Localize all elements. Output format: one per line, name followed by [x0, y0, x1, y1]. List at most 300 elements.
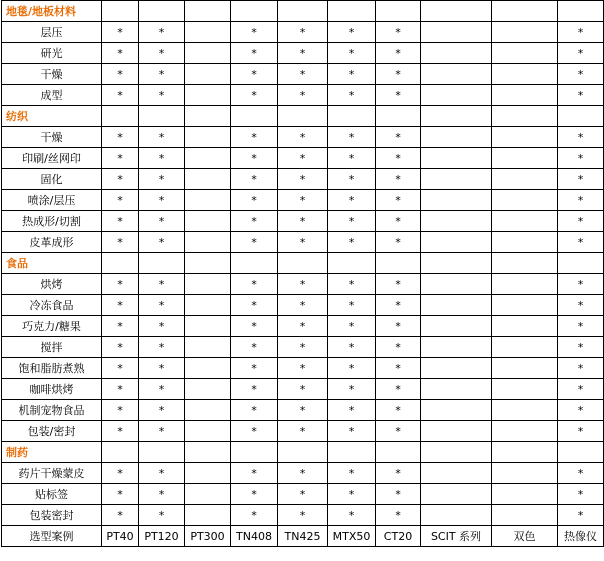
empty-cell — [185, 190, 231, 211]
mark-cell: * — [558, 22, 604, 43]
mark-cell: * — [139, 211, 185, 232]
mark-cell: * — [102, 484, 139, 505]
empty-cell — [231, 253, 278, 274]
empty-cell — [185, 169, 231, 190]
mark-cell: * — [102, 400, 139, 421]
mark-cell: * — [139, 379, 185, 400]
empty-cell — [185, 1, 231, 22]
row-label: 层压 — [2, 22, 102, 43]
mark-cell: * — [139, 127, 185, 148]
mark-cell: * — [328, 190, 376, 211]
empty-cell — [139, 442, 185, 463]
mark-cell: * — [278, 463, 328, 484]
empty-cell — [558, 253, 604, 274]
column-header: PT300 — [185, 526, 231, 547]
mark-cell: * — [278, 274, 328, 295]
table-row — [2, 379, 604, 400]
mark-cell: * — [139, 463, 185, 484]
mark-cell: * — [558, 463, 604, 484]
mark-cell: * — [376, 64, 421, 85]
column-header: PT120 — [139, 526, 185, 547]
empty-cell — [102, 1, 139, 22]
mark-cell: * — [102, 505, 139, 526]
mark-cell: * — [102, 421, 139, 442]
empty-cell — [492, 190, 558, 211]
empty-cell — [376, 106, 421, 127]
mark-cell: * — [558, 400, 604, 421]
mark-cell: * — [558, 505, 604, 526]
mark-cell: * — [139, 295, 185, 316]
mark-cell: * — [139, 421, 185, 442]
empty-cell — [185, 274, 231, 295]
empty-cell — [421, 505, 492, 526]
mark-cell: * — [102, 43, 139, 64]
empty-cell — [558, 442, 604, 463]
mark-cell: * — [558, 274, 604, 295]
mark-cell: * — [558, 43, 604, 64]
mark-cell: * — [102, 190, 139, 211]
empty-cell — [492, 358, 558, 379]
mark-cell: * — [558, 295, 604, 316]
mark-cell: * — [328, 274, 376, 295]
mark-cell: * — [328, 337, 376, 358]
mark-cell: * — [376, 358, 421, 379]
mark-cell: * — [231, 22, 278, 43]
mark-cell: * — [139, 169, 185, 190]
row-label: 干燥 — [2, 127, 102, 148]
empty-cell — [492, 232, 558, 253]
mark-cell: * — [139, 505, 185, 526]
empty-cell — [185, 127, 231, 148]
mark-cell: * — [278, 64, 328, 85]
table-row — [2, 232, 604, 253]
empty-cell — [421, 232, 492, 253]
table-row — [2, 400, 604, 421]
mark-cell: * — [328, 64, 376, 85]
mark-cell: * — [376, 148, 421, 169]
mark-cell: * — [231, 316, 278, 337]
row-label: 冷冻食品 — [2, 295, 102, 316]
empty-cell — [421, 22, 492, 43]
empty-cell — [185, 505, 231, 526]
mark-cell: * — [139, 148, 185, 169]
mark-cell: * — [102, 316, 139, 337]
mark-cell: * — [231, 169, 278, 190]
empty-cell — [492, 442, 558, 463]
mark-cell: * — [328, 295, 376, 316]
row-label: 皮革成形 — [2, 232, 102, 253]
mark-cell: * — [278, 148, 328, 169]
mark-cell: * — [102, 64, 139, 85]
column-header: TN408 — [231, 526, 278, 547]
mark-cell: * — [231, 127, 278, 148]
mark-cell: * — [102, 274, 139, 295]
empty-cell — [185, 358, 231, 379]
empty-cell — [492, 85, 558, 106]
mark-cell: * — [328, 43, 376, 64]
empty-cell — [421, 253, 492, 274]
empty-cell — [492, 274, 558, 295]
mark-cell: * — [376, 295, 421, 316]
empty-cell — [492, 421, 558, 442]
mark-cell: * — [102, 22, 139, 43]
mark-cell: * — [231, 337, 278, 358]
row-label: 研光 — [2, 43, 102, 64]
mark-cell: * — [328, 232, 376, 253]
mark-cell: * — [328, 421, 376, 442]
mark-cell: * — [376, 232, 421, 253]
mark-cell: * — [278, 421, 328, 442]
section-title: 食品 — [2, 253, 102, 274]
row-label: 喷涂/层压 — [2, 190, 102, 211]
empty-cell — [421, 358, 492, 379]
empty-cell — [185, 316, 231, 337]
mark-cell: * — [278, 169, 328, 190]
empty-cell — [139, 106, 185, 127]
row-label: 成型 — [2, 85, 102, 106]
mark-cell: * — [139, 400, 185, 421]
row-label: 咖啡烘烤 — [2, 379, 102, 400]
mark-cell: * — [328, 400, 376, 421]
empty-cell — [328, 1, 376, 22]
empty-cell — [492, 1, 558, 22]
mark-cell: * — [328, 148, 376, 169]
mark-cell: * — [102, 232, 139, 253]
empty-cell — [328, 253, 376, 274]
table-row — [2, 463, 604, 484]
table-row — [2, 316, 604, 337]
empty-cell — [376, 442, 421, 463]
mark-cell: * — [328, 211, 376, 232]
table-row — [2, 274, 604, 295]
mark-cell: * — [376, 421, 421, 442]
mark-cell: * — [558, 316, 604, 337]
mark-cell: * — [231, 274, 278, 295]
mark-cell: * — [558, 337, 604, 358]
table-row — [2, 295, 604, 316]
mark-cell: * — [558, 421, 604, 442]
mark-cell: * — [376, 43, 421, 64]
empty-cell — [278, 253, 328, 274]
empty-cell — [492, 64, 558, 85]
empty-cell — [185, 463, 231, 484]
mark-cell: * — [328, 22, 376, 43]
mark-cell: * — [278, 295, 328, 316]
mark-cell: * — [558, 211, 604, 232]
empty-cell — [421, 400, 492, 421]
empty-cell — [492, 43, 558, 64]
mark-cell: * — [558, 85, 604, 106]
mark-cell: * — [376, 127, 421, 148]
mark-cell: * — [558, 484, 604, 505]
mark-cell: * — [376, 190, 421, 211]
table-row — [2, 22, 604, 43]
mark-cell: * — [231, 148, 278, 169]
empty-cell — [328, 442, 376, 463]
mark-cell: * — [231, 85, 278, 106]
empty-cell — [231, 106, 278, 127]
table-row — [2, 148, 604, 169]
section-header-row — [2, 253, 604, 274]
mark-cell: * — [139, 43, 185, 64]
table-row — [2, 64, 604, 85]
table-row — [2, 190, 604, 211]
row-label: 饱和脂肪煮熟 — [2, 358, 102, 379]
mark-cell: * — [231, 190, 278, 211]
mark-cell: * — [278, 379, 328, 400]
empty-cell — [278, 1, 328, 22]
mark-cell: * — [328, 169, 376, 190]
empty-cell — [421, 463, 492, 484]
table-row — [2, 505, 604, 526]
empty-cell — [376, 253, 421, 274]
empty-cell — [102, 253, 139, 274]
empty-cell — [421, 85, 492, 106]
mark-cell: * — [376, 85, 421, 106]
mark-cell: * — [558, 169, 604, 190]
empty-cell — [492, 127, 558, 148]
mark-cell: * — [558, 379, 604, 400]
empty-cell — [185, 106, 231, 127]
empty-cell — [185, 484, 231, 505]
row-label: 包装密封 — [2, 505, 102, 526]
empty-cell — [492, 148, 558, 169]
table-row — [2, 127, 604, 148]
empty-cell — [185, 421, 231, 442]
footer-label: 选型案例 — [2, 526, 102, 547]
mark-cell: * — [278, 85, 328, 106]
empty-cell — [492, 295, 558, 316]
section-header-row — [2, 106, 604, 127]
mark-cell: * — [139, 337, 185, 358]
mark-cell: * — [278, 190, 328, 211]
row-label: 烘烤 — [2, 274, 102, 295]
row-label: 印刷/丝网印 — [2, 148, 102, 169]
mark-cell: * — [278, 211, 328, 232]
empty-cell — [185, 337, 231, 358]
empty-cell — [558, 1, 604, 22]
row-label: 固化 — [2, 169, 102, 190]
table-row — [2, 43, 604, 64]
mark-cell: * — [231, 505, 278, 526]
mark-cell: * — [278, 484, 328, 505]
mark-cell: * — [328, 85, 376, 106]
column-header: CT20 — [376, 526, 421, 547]
section-title: 制药 — [2, 442, 102, 463]
column-header: MTX50 — [328, 526, 376, 547]
row-label: 包装/密封 — [2, 421, 102, 442]
mark-cell: * — [139, 358, 185, 379]
mark-cell: * — [231, 232, 278, 253]
empty-cell — [185, 253, 231, 274]
empty-cell — [102, 106, 139, 127]
mark-cell: * — [376, 379, 421, 400]
empty-cell — [421, 442, 492, 463]
row-label: 干燥 — [2, 64, 102, 85]
empty-cell — [185, 22, 231, 43]
empty-cell — [139, 1, 185, 22]
mark-cell: * — [278, 400, 328, 421]
mark-cell: * — [231, 421, 278, 442]
mark-cell: * — [102, 337, 139, 358]
empty-cell — [185, 295, 231, 316]
empty-cell — [492, 253, 558, 274]
mark-cell: * — [278, 232, 328, 253]
mark-cell: * — [139, 85, 185, 106]
table-body — [2, 1, 604, 547]
mark-cell: * — [231, 400, 278, 421]
empty-cell — [421, 379, 492, 400]
mark-cell: * — [328, 484, 376, 505]
column-header: 热像仪 — [558, 526, 604, 547]
mark-cell: * — [278, 337, 328, 358]
table-row — [2, 211, 604, 232]
empty-cell — [421, 211, 492, 232]
mark-cell: * — [376, 211, 421, 232]
table-row — [2, 484, 604, 505]
empty-cell — [492, 400, 558, 421]
mark-cell: * — [231, 484, 278, 505]
mark-cell: * — [328, 463, 376, 484]
empty-cell — [421, 43, 492, 64]
mark-cell: * — [278, 43, 328, 64]
table-row — [2, 337, 604, 358]
row-label: 搅拌 — [2, 337, 102, 358]
mark-cell: * — [102, 463, 139, 484]
mark-cell: * — [376, 337, 421, 358]
mark-cell: * — [278, 22, 328, 43]
mark-cell: * — [558, 190, 604, 211]
row-label: 药片干燥蒙皮 — [2, 463, 102, 484]
mark-cell: * — [376, 463, 421, 484]
mark-cell: * — [558, 64, 604, 85]
empty-cell — [421, 169, 492, 190]
row-label: 机制宠物食品 — [2, 400, 102, 421]
empty-cell — [492, 505, 558, 526]
mark-cell: * — [231, 64, 278, 85]
mark-cell: * — [102, 127, 139, 148]
mark-cell: * — [558, 148, 604, 169]
mark-cell: * — [102, 379, 139, 400]
empty-cell — [421, 1, 492, 22]
mark-cell: * — [102, 85, 139, 106]
table-row — [2, 358, 604, 379]
footer-row — [2, 526, 604, 547]
mark-cell: * — [139, 274, 185, 295]
row-label: 贴标签 — [2, 484, 102, 505]
section-title: 地毯/地板材料 — [2, 1, 102, 22]
empty-cell — [558, 106, 604, 127]
mark-cell: * — [328, 358, 376, 379]
empty-cell — [278, 106, 328, 127]
mark-cell: * — [376, 484, 421, 505]
mark-cell: * — [139, 232, 185, 253]
column-header: TN425 — [278, 526, 328, 547]
empty-cell — [421, 316, 492, 337]
mark-cell: * — [328, 505, 376, 526]
table-row — [2, 169, 604, 190]
empty-cell — [139, 253, 185, 274]
row-label: 热成形/切割 — [2, 211, 102, 232]
mark-cell: * — [328, 316, 376, 337]
empty-cell — [185, 379, 231, 400]
empty-cell — [421, 274, 492, 295]
empty-cell — [421, 190, 492, 211]
empty-cell — [185, 400, 231, 421]
table-row — [2, 421, 604, 442]
column-header: SCIT 系列 — [421, 526, 492, 547]
mark-cell: * — [278, 127, 328, 148]
mark-cell: * — [558, 232, 604, 253]
empty-cell — [185, 64, 231, 85]
empty-cell — [421, 484, 492, 505]
mark-cell: * — [328, 127, 376, 148]
row-label: 巧克力/糖果 — [2, 316, 102, 337]
empty-cell — [421, 421, 492, 442]
empty-cell — [492, 484, 558, 505]
empty-cell — [328, 106, 376, 127]
empty-cell — [421, 295, 492, 316]
empty-cell — [278, 442, 328, 463]
mark-cell: * — [102, 358, 139, 379]
empty-cell — [492, 169, 558, 190]
section-header-row — [2, 1, 604, 22]
empty-cell — [421, 127, 492, 148]
empty-cell — [421, 148, 492, 169]
column-header: PT40 — [102, 526, 139, 547]
mark-cell: * — [376, 274, 421, 295]
mark-cell: * — [558, 127, 604, 148]
empty-cell — [492, 211, 558, 232]
empty-cell — [231, 1, 278, 22]
empty-cell — [492, 463, 558, 484]
mark-cell: * — [139, 64, 185, 85]
mark-cell: * — [102, 148, 139, 169]
mark-cell: * — [231, 358, 278, 379]
mark-cell: * — [558, 358, 604, 379]
empty-cell — [185, 211, 231, 232]
mark-cell: * — [139, 484, 185, 505]
mark-cell: * — [231, 211, 278, 232]
mark-cell: * — [102, 211, 139, 232]
mark-cell: * — [139, 190, 185, 211]
empty-cell — [185, 442, 231, 463]
empty-cell — [421, 106, 492, 127]
empty-cell — [185, 232, 231, 253]
empty-cell — [492, 337, 558, 358]
mark-cell: * — [376, 169, 421, 190]
mark-cell: * — [376, 400, 421, 421]
mark-cell: * — [328, 379, 376, 400]
mark-cell: * — [231, 463, 278, 484]
mark-cell: * — [231, 295, 278, 316]
mark-cell: * — [139, 22, 185, 43]
table-row — [2, 85, 604, 106]
application-table — [1, 0, 604, 547]
mark-cell: * — [376, 505, 421, 526]
empty-cell — [185, 85, 231, 106]
section-header-row — [2, 442, 604, 463]
empty-cell — [492, 379, 558, 400]
mark-cell: * — [102, 169, 139, 190]
mark-cell: * — [376, 22, 421, 43]
empty-cell — [185, 148, 231, 169]
empty-cell — [185, 43, 231, 64]
mark-cell: * — [278, 358, 328, 379]
mark-cell: * — [278, 505, 328, 526]
mark-cell: * — [376, 316, 421, 337]
mark-cell: * — [231, 379, 278, 400]
